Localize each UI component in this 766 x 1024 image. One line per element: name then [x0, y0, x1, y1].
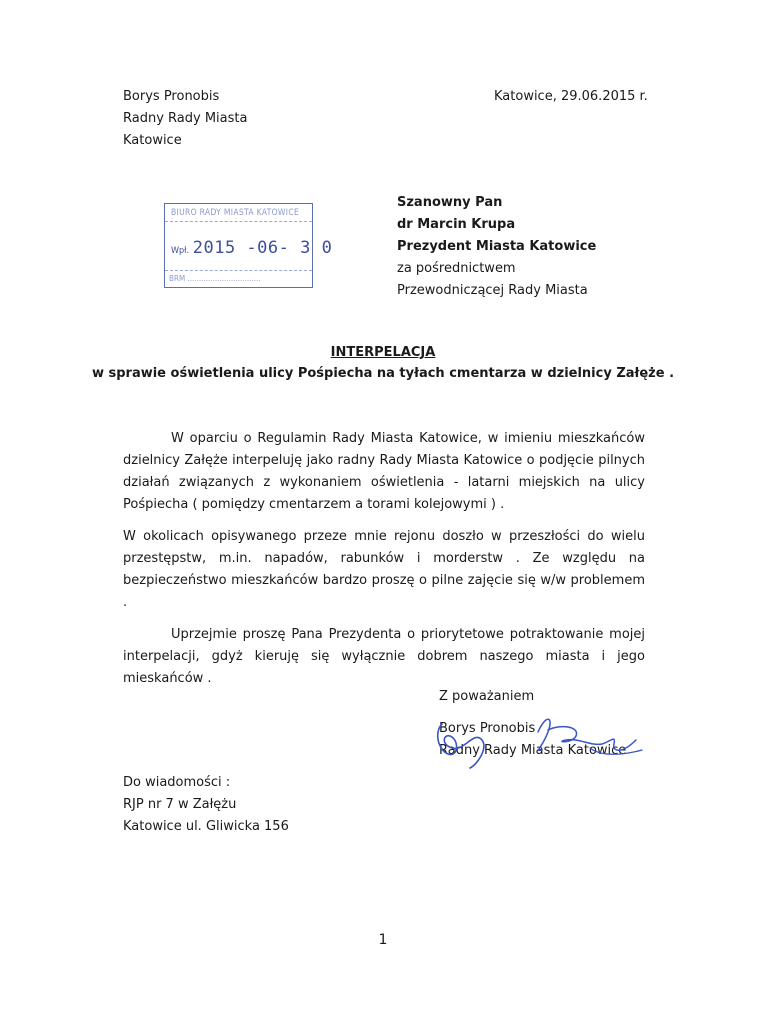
stamp-divider	[165, 221, 312, 222]
cc-line-1: RJP nr 7 w Załężu	[123, 797, 237, 812]
recipient-salutation: Szanowny Pan	[397, 195, 503, 210]
recipient-position: Prezydent Miasta Katowice	[397, 239, 597, 254]
heading-title: INTERPELACJA	[330, 345, 436, 360]
body-paragraph-3: Uprzejmie proszę Pana Prezydenta o priorytetowe potraktowanie mojej interpelacji, gdyż kieruję się wyłącznie dobrem naszego miasta i jego mieskańców .	[123, 627, 645, 686]
body-paragraph-2: W okolicach opisywanego przeze mnie rejonu doszło w przeszłości do wielu przestępstw, m.in. napadów, rabunków i morderstw . Ze względu na bezpieczeństwo mieszkańców bardzo proszę o pilne zajęcie się w/w problemem .	[123, 529, 645, 610]
recipient-via-office: Przewodniczącej Rady Miasta	[397, 283, 588, 298]
stamp-divider	[165, 270, 312, 271]
document-heading	[0, 342, 766, 384]
sender-city: Katowice	[123, 133, 182, 148]
letter-body	[123, 428, 645, 700]
sender-name: Borys Pronobis	[123, 89, 220, 104]
recipient-via: za pośrednictwem	[397, 261, 516, 276]
letter-date: Katowice, 29.06.2015 r.	[494, 89, 648, 104]
handwritten-signature	[430, 710, 645, 772]
sender-title: Radny Rady Miasta	[123, 111, 248, 126]
closing-regards: Z poważaniem	[439, 689, 535, 704]
cc-line-2: Katowice ul. Gliwicka 156	[123, 819, 289, 834]
signature-name: Borys Pronobis	[439, 721, 536, 736]
signature-title: Radny Rady Miasta Katowice	[439, 743, 627, 758]
body-paragraph-1: W oparciu o Regulamin Rady Miasta Katowice, w imieniu mieszkańców dzielnicy Załęże interpeluję jako radny Rady Miasta Katowice o podjęcie pilnych działań związanych z wykonaniem oświetlenia - latarni miejskich na ulicy Pośpiecha ( pomiędzy cmentarzem a torami kolejowymi ) .	[123, 431, 645, 512]
page-number: 1	[378, 932, 388, 948]
stamp-footer: BRM ................................	[169, 274, 261, 283]
recipient-name: dr Marcin Krupa	[397, 217, 516, 232]
stamp-received	[171, 238, 332, 258]
cc-block	[123, 772, 289, 838]
heading-subject: w sprawie oświetlenia ulicy Pośpiecha na tyłach cmentarza w dzielnicy Załęże .	[91, 366, 675, 381]
stamp-received-label: Wpł.	[171, 246, 190, 256]
received-stamp	[164, 203, 333, 288]
cc-label: Do wiadomości :	[123, 775, 231, 790]
sender-block	[123, 86, 247, 152]
recipient-block	[397, 192, 596, 302]
stamp-header: BIURO RADY MIASTA KATOWICE	[171, 208, 300, 218]
stamp-received-date: 2015 -06- 3 0	[192, 238, 333, 258]
